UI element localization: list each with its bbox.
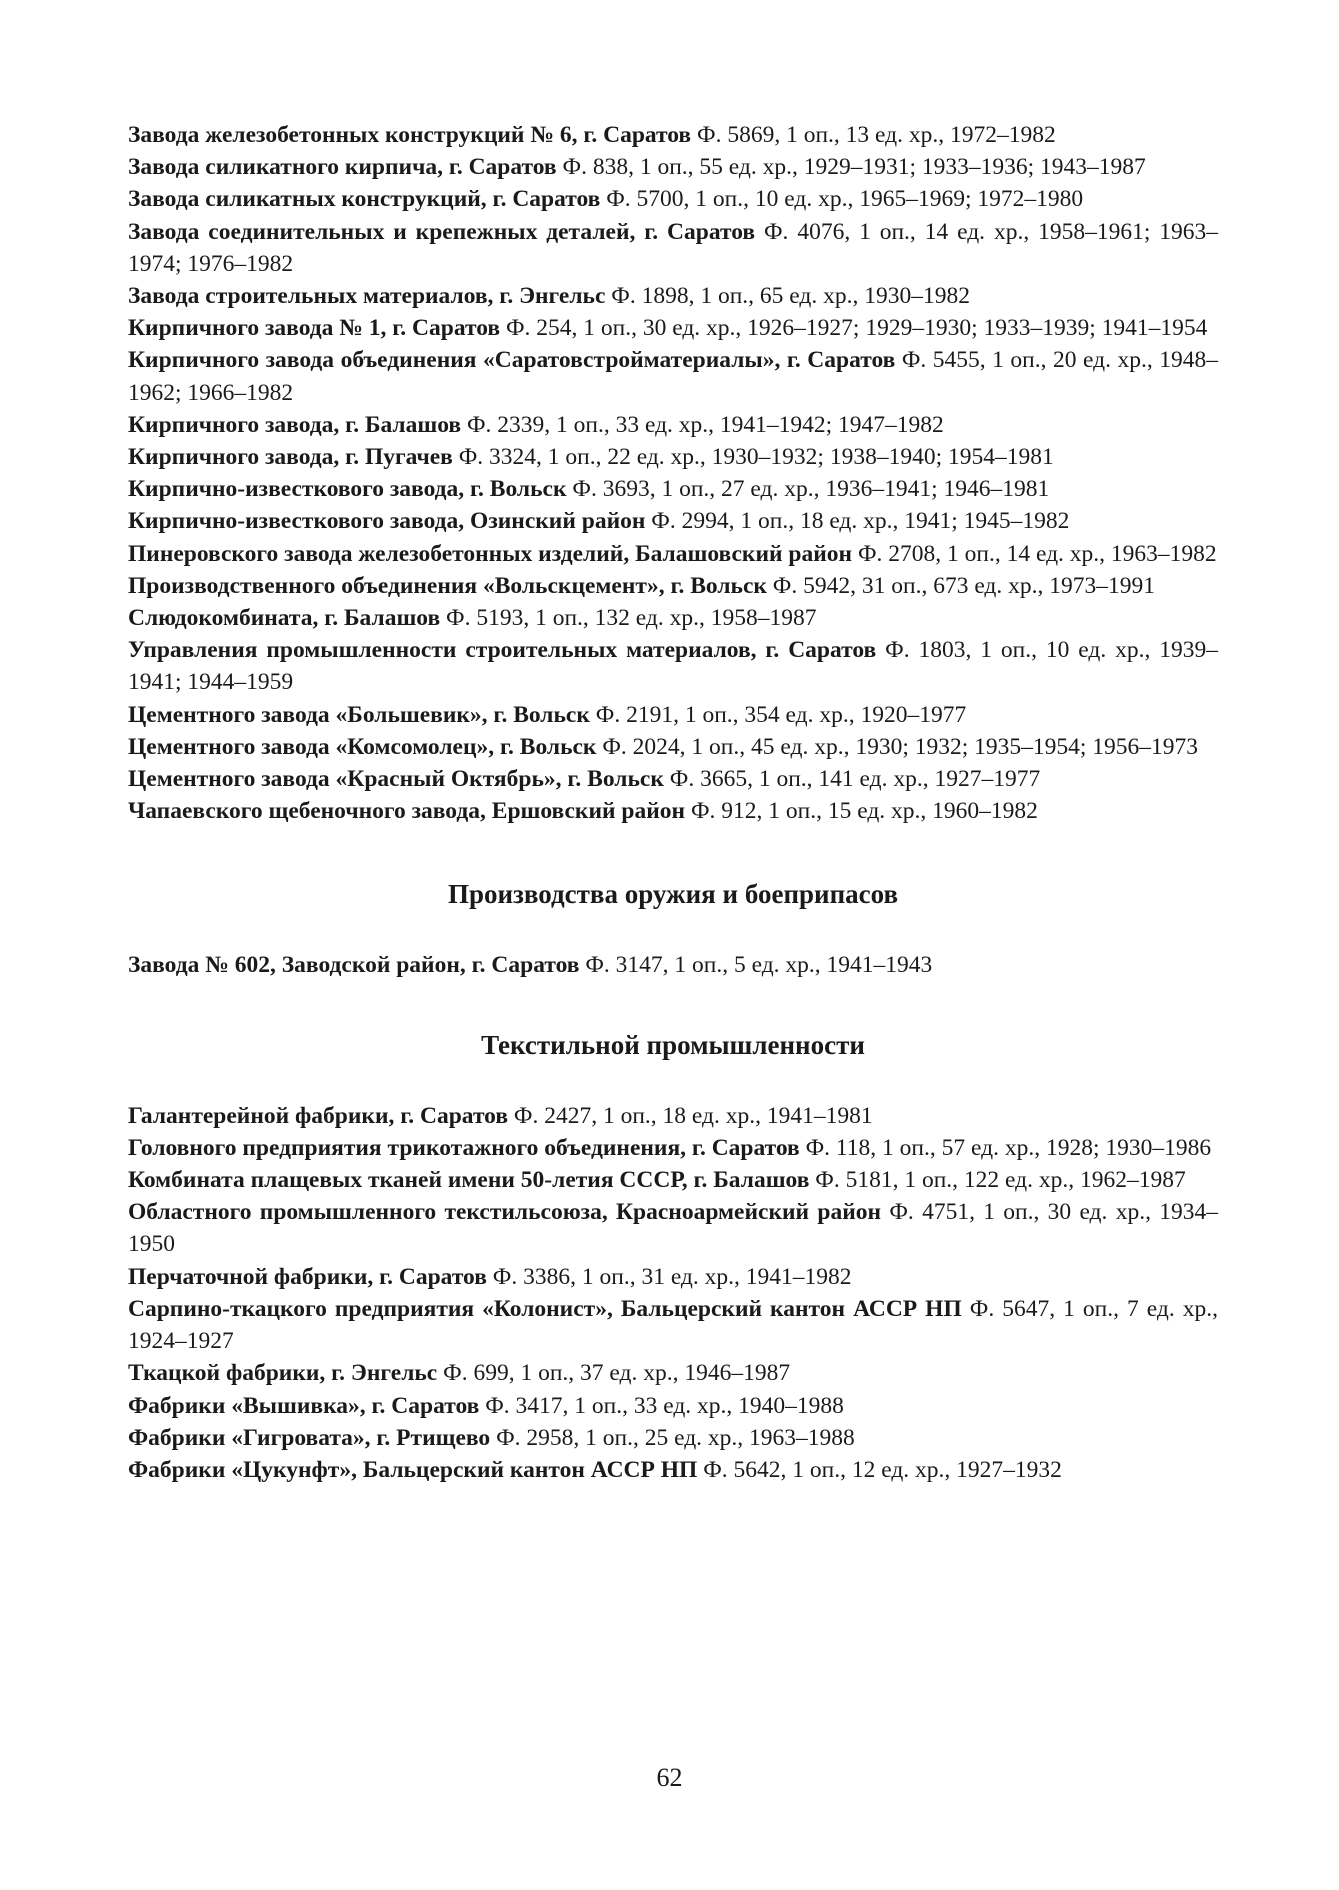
entry-details: Ф. 2994, 1 оп., 18 ед. хр., 1941; 1945–1982 bbox=[651, 508, 1070, 535]
archive-entry bbox=[128, 1357, 1218, 1389]
section-weapons bbox=[128, 949, 1218, 981]
entry-name: Фабрики «Гигровата», г. Ртищево bbox=[128, 1424, 491, 1451]
entry-details: Ф. 5942, 31 оп., 673 ед. хр., 1973–1991 bbox=[772, 572, 1156, 599]
archive-entry bbox=[128, 344, 1218, 408]
entry-details: Ф. 3665, 1 оп., 141 ед. хр., 1927–1977 bbox=[669, 766, 1041, 793]
entry-name: Ткацкой фабрики, г. Энгельс bbox=[128, 1360, 438, 1387]
archive-entry bbox=[128, 473, 1218, 505]
archive-entry bbox=[128, 699, 1218, 731]
archive-entry bbox=[128, 1454, 1218, 1486]
entry-name: Цементного завода «Красный Октябрь», г. Вольск bbox=[128, 766, 664, 793]
entry-name: Кирпичного завода № 1, г. Саратов bbox=[128, 315, 501, 342]
entry-details: Ф. 2024, 1 оп., 45 ед. хр., 1930; 1932; 1935–1954; 1956–1973 bbox=[602, 733, 1199, 760]
archive-entry bbox=[128, 1196, 1218, 1260]
archive-entry bbox=[128, 949, 1218, 981]
entry-details: Ф. 4751, 1 оп., 30 ед. хр., 1934–1950 bbox=[128, 1199, 1218, 1258]
entry-details: Ф. 5181, 1 оп., 122 ед. хр., 1962–1987 bbox=[815, 1167, 1186, 1194]
entry-name: Фабрики «Вышивка», г. Саратов bbox=[128, 1392, 480, 1419]
archive-entry bbox=[128, 1100, 1218, 1132]
section-heading-textile: Текстильной промышленности bbox=[481, 1029, 865, 1060]
section-textile bbox=[128, 1100, 1218, 1486]
entry-details: Ф. 838, 1 оп., 55 ед. хр., 1929–1931; 1933–1936; 1943–1987 bbox=[562, 154, 1146, 181]
entry-name: Цементного завода «Комсомолец», г. Вольск bbox=[128, 733, 597, 760]
entry-name: Кирпичного завода, г. Пугачев bbox=[128, 444, 453, 471]
entry-details: Ф. 3386, 1 оп., 31 ед. хр., 1941–1982 bbox=[492, 1263, 852, 1290]
entry-details: Ф. 5869, 1 оп., 13 ед. хр., 1972–1982 bbox=[697, 122, 1056, 148]
archive-entry bbox=[128, 538, 1218, 570]
entry-name: Кирпичного завода объединения «Саратовстройматериалы», г. Саратов bbox=[128, 347, 896, 374]
entry-details: Ф. 3417, 1 оп., 33 ед. хр., 1940–1988 bbox=[485, 1392, 844, 1419]
archive-entry bbox=[128, 312, 1218, 344]
entry-details: Ф. 912, 1 оп., 15 ед. хр., 1960–1982 bbox=[690, 798, 1038, 825]
entry-details: Ф. 2339, 1 оп., 33 ед. хр., 1941–1942; 1947–1982 bbox=[466, 411, 944, 438]
entry-name: Завода силикатных конструкций, г. Саратов bbox=[128, 186, 601, 213]
entry-name: Завода соединительных и крепежных деталей, г. Саратов bbox=[128, 218, 756, 245]
entry-details: Ф. 3324, 1 оп., 22 ед. хр., 1930–1932; 1938–1940; 1954–1981 bbox=[458, 444, 1054, 471]
entry-details: Ф. 5455, 1 оп., 20 ед. хр., 1948–1962; 1966–1982 bbox=[128, 347, 1218, 406]
entry-details: Ф. 2191, 1 оп., 354 ед. хр., 1920–1977 bbox=[595, 701, 967, 728]
entry-name: Завода строительных материалов, г. Энгельс bbox=[128, 283, 606, 310]
entry-details: Ф. 699, 1 оп., 37 ед. хр., 1946–1987 bbox=[443, 1360, 791, 1387]
entry-name: Кирпичного завода, г. Балашов bbox=[128, 411, 462, 438]
archive-entry bbox=[128, 1293, 1218, 1357]
entry-name: Завода силикатного кирпича, г. Саратов bbox=[128, 154, 557, 181]
entry-name: Кирпично-известкового завода, Озинский район bbox=[128, 508, 646, 535]
archive-entry bbox=[128, 795, 1218, 827]
archive-entry bbox=[128, 1261, 1218, 1293]
entry-name: Управления промышленности строительных материалов, г. Саратов bbox=[128, 637, 877, 664]
archive-entry bbox=[128, 280, 1218, 312]
entry-name: Фабрики «Цукунфт», Бальцерский кантон АССР НП bbox=[128, 1456, 698, 1483]
archive-entry bbox=[128, 570, 1218, 602]
entry-details: Ф. 5647, 1 оп., 7 ед. хр., 1924–1927 bbox=[128, 1295, 1218, 1355]
section-heading-weapons: Производства оружия и боеприпасов bbox=[447, 879, 899, 910]
archive-entry bbox=[128, 216, 1218, 280]
entry-details: Ф. 2708, 1 оп., 14 ед. хр., 1963–1982 bbox=[857, 540, 1217, 567]
entry-name: Слюдокомбината, г. Балашов bbox=[128, 605, 441, 632]
entry-name: Кирпично-известкового завода, г. Вольск bbox=[128, 476, 567, 503]
section-building-materials bbox=[128, 119, 1218, 827]
entry-name: Галантерейной фабрики, г. Саратов bbox=[128, 1102, 509, 1129]
document-page bbox=[128, 119, 1218, 1486]
entry-details: Ф. 1803, 1 оп., 10 ед. хр., 1939–1941; 1944–1959 bbox=[128, 637, 1218, 696]
archive-entry bbox=[128, 119, 1218, 151]
entry-name: Головного предприятия трикотажного объединения, г. Саратов bbox=[128, 1134, 800, 1161]
entry-details: Ф. 2958, 1 оп., 25 ед. хр., 1963–1988 bbox=[496, 1424, 855, 1451]
entry-name: Чапаевского щебеночного завода, Ершовский район bbox=[128, 798, 686, 825]
archive-entry bbox=[128, 763, 1218, 795]
entry-name: Перчаточной фабрики, г. Саратов bbox=[128, 1263, 487, 1290]
entry-name: Производственного объединения «Вольскцемент», г. Вольск bbox=[128, 572, 767, 599]
archive-entry bbox=[128, 151, 1218, 183]
archive-entry bbox=[128, 1390, 1218, 1422]
archive-entry bbox=[128, 409, 1218, 441]
entry-details: Ф. 3693, 1 оп., 27 ед. хр., 1936–1941; 1946–1981 bbox=[572, 476, 1050, 503]
archive-entry bbox=[128, 441, 1218, 473]
archive-entry bbox=[128, 1164, 1218, 1196]
entry-name: Завода железобетонных конструкций № 6, г. Саратов bbox=[128, 122, 692, 148]
entry-name: Комбината плащевых тканей имени 50-летия СССР, г. Балашов bbox=[128, 1167, 810, 1194]
archive-entry bbox=[128, 634, 1218, 698]
archive-entry bbox=[128, 731, 1218, 763]
entry-details: Ф. 2427, 1 оп., 18 ед. хр., 1941–1981 bbox=[513, 1102, 873, 1129]
entry-details: Ф. 1898, 1 оп., 65 ед. хр., 1930–1982 bbox=[611, 283, 970, 310]
entry-name: Завода № 602, Заводской район, г. Саратов bbox=[128, 952, 580, 979]
entry-details: Ф. 118, 1 оп., 57 ед. хр., 1928; 1930–1986 bbox=[805, 1134, 1212, 1161]
archive-entry bbox=[128, 183, 1218, 215]
entry-details: Ф. 5642, 1 оп., 12 ед. хр., 1927–1932 bbox=[703, 1456, 1062, 1483]
entry-details: Ф. 254, 1 оп., 30 ед. хр., 1926–1927; 1929–1930; 1933–1939; 1941–1954 bbox=[505, 315, 1208, 342]
entry-details: Ф. 4076, 1 оп., 14 ед. хр., 1958–1961; 1963–1974; 1976–1982 bbox=[128, 218, 1219, 277]
archive-entry bbox=[128, 602, 1218, 634]
entry-details: Ф. 5700, 1 оп., 10 ед. хр., 1965–1969; 1972–1980 bbox=[606, 186, 1084, 213]
entry-details: Ф. 5193, 1 оп., 132 ед. хр., 1958–1987 bbox=[446, 605, 817, 632]
entry-name: Областного промышленного текстильсоюза, Красноармейский район bbox=[128, 1199, 882, 1226]
entry-name: Пинеровского завода железобетонных изделий, Балашовский район bbox=[128, 540, 853, 567]
entry-details: Ф. 3147, 1 оп., 5 ед. хр., 1941–1943 bbox=[585, 952, 933, 979]
archive-entry bbox=[128, 505, 1218, 537]
entry-name: Сарпино-ткацкого предприятия «Колонист», Бальцерский кантон АССР НП bbox=[128, 1295, 962, 1322]
page-number: 62 bbox=[656, 1763, 683, 1792]
archive-entry bbox=[128, 1422, 1218, 1454]
entry-name: Цементного завода «Большевик», г. Вольск bbox=[128, 701, 590, 728]
archive-entry bbox=[128, 1132, 1218, 1164]
